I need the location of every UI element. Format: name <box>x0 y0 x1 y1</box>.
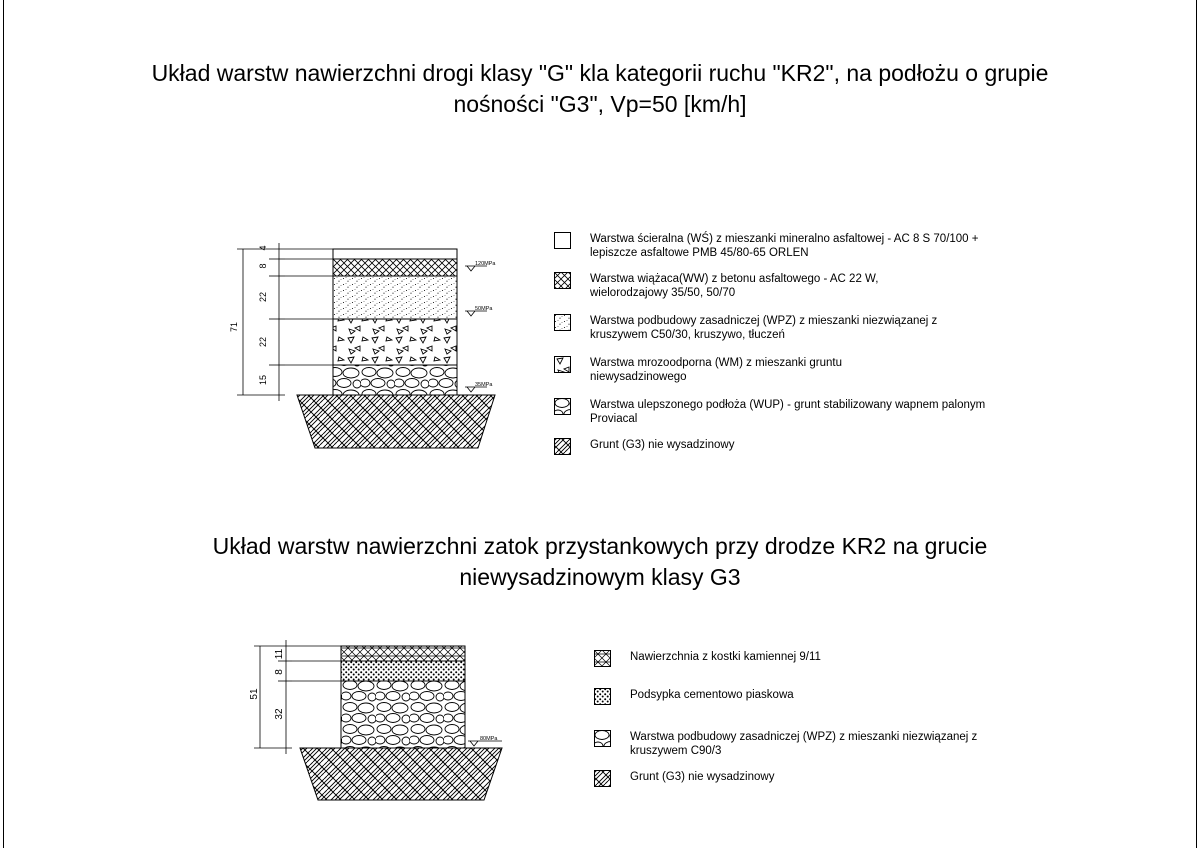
thickness-wearing-label: 4 <box>258 245 268 251</box>
section1-title-line1: Układ warstw nawierzchni drogi klasy "G" kla kategorii ruchu "KR2", na podłożu o grupie <box>151 60 1049 86</box>
modulus-label-mid: 50MPa <box>475 306 493 312</box>
thickness-bedding-label: 8 <box>274 669 285 675</box>
bedding-icon <box>594 688 611 705</box>
section2-title-line1: Układ warstw nawierzchni zatok przystankowych przy drodze KR2 na grucie <box>212 533 988 559</box>
modulus-markers <box>465 266 487 392</box>
section1-legend: Warstwa ścieralna (WŚ) z mieszanki mineralno asfaltowej - AC 8 S 70/100 + lepiszcze asfaltowe PMB 45/80-65 ORLEN Warstwa wiążaca(WW) z betonu asfaltowego - AC 22 W, wielorodzajowy 35/50, 50/70 Warstwa podbudowy zasadniczej (WPZ) z mieszanki niezwiązanej z kruszywem C50/30, kruszywo, tłuczeń Warstwa mrozoodporna (WM) z mieszanki gruntu niewysadzinowego Warstwa ulepszonego podłoża (WUP) - grunt stabilizowany wapnem palonym Proviacal Grunt (G3) nie wysadzinowy <box>554 232 1114 462</box>
section1-title-line2: nośności "G3", Vp=50 [km/h] <box>453 91 747 117</box>
base-layer-shape <box>333 276 457 319</box>
thickness-binder-label: 8 <box>258 263 268 269</box>
improved-subgrade-layer-shape <box>333 365 457 395</box>
section2-legend: Nawierzchnia z kostki kamiennej 9/11 Podsypka cementowo piaskowa Warstwa podbudowy zasadniczej (WPZ) z mieszanki niezwiązanej z kruszywem C90/3 Grunt (G3) nie wysadzinowy <box>594 650 1094 800</box>
section2-layer-diagram <box>240 636 525 806</box>
stones-icon <box>554 398 571 415</box>
modulus-label: 80MPa <box>480 736 498 742</box>
dimension-lines <box>237 243 333 401</box>
paving-icon <box>594 650 611 667</box>
thickness-paving-label: 11 <box>274 648 285 660</box>
dimension-lines <box>254 640 341 754</box>
thickness-subgrade-label: 15 <box>258 374 268 386</box>
soil-icon <box>594 770 611 787</box>
subgrade-soil-shape <box>300 748 502 800</box>
total-thickness-label: 51 <box>249 688 260 700</box>
thickness-base-label: 22 <box>258 291 268 303</box>
total-thickness-label: 71 <box>229 321 239 333</box>
subgrade-soil-shape <box>297 395 495 448</box>
modulus-label-bottom: 35MPa <box>475 382 493 388</box>
dots-icon <box>554 314 571 331</box>
base-layer-shape <box>341 681 465 748</box>
blank-icon <box>554 232 571 249</box>
thickness-frost-label: 22 <box>258 336 268 348</box>
thickness-base-label: 32 <box>274 708 285 720</box>
paving-layer-shape <box>341 646 465 661</box>
stones-icon <box>594 730 611 747</box>
crosshatch-icon <box>554 272 571 289</box>
section2-title <box>0 531 1200 593</box>
frost-layer-shape <box>333 319 457 365</box>
modulus-label-top: 120MPa <box>475 261 496 267</box>
section1-title <box>0 58 1200 120</box>
bedding-layer-shape <box>341 661 465 681</box>
soil-icon <box>554 438 571 455</box>
section1-layer-diagram <box>225 235 510 465</box>
section2-title-line2: niewysadzinowym klasy G3 <box>459 564 741 590</box>
triangles-icon <box>554 356 571 373</box>
binder-layer-shape <box>333 259 457 276</box>
wearing-layer-shape <box>333 249 457 259</box>
